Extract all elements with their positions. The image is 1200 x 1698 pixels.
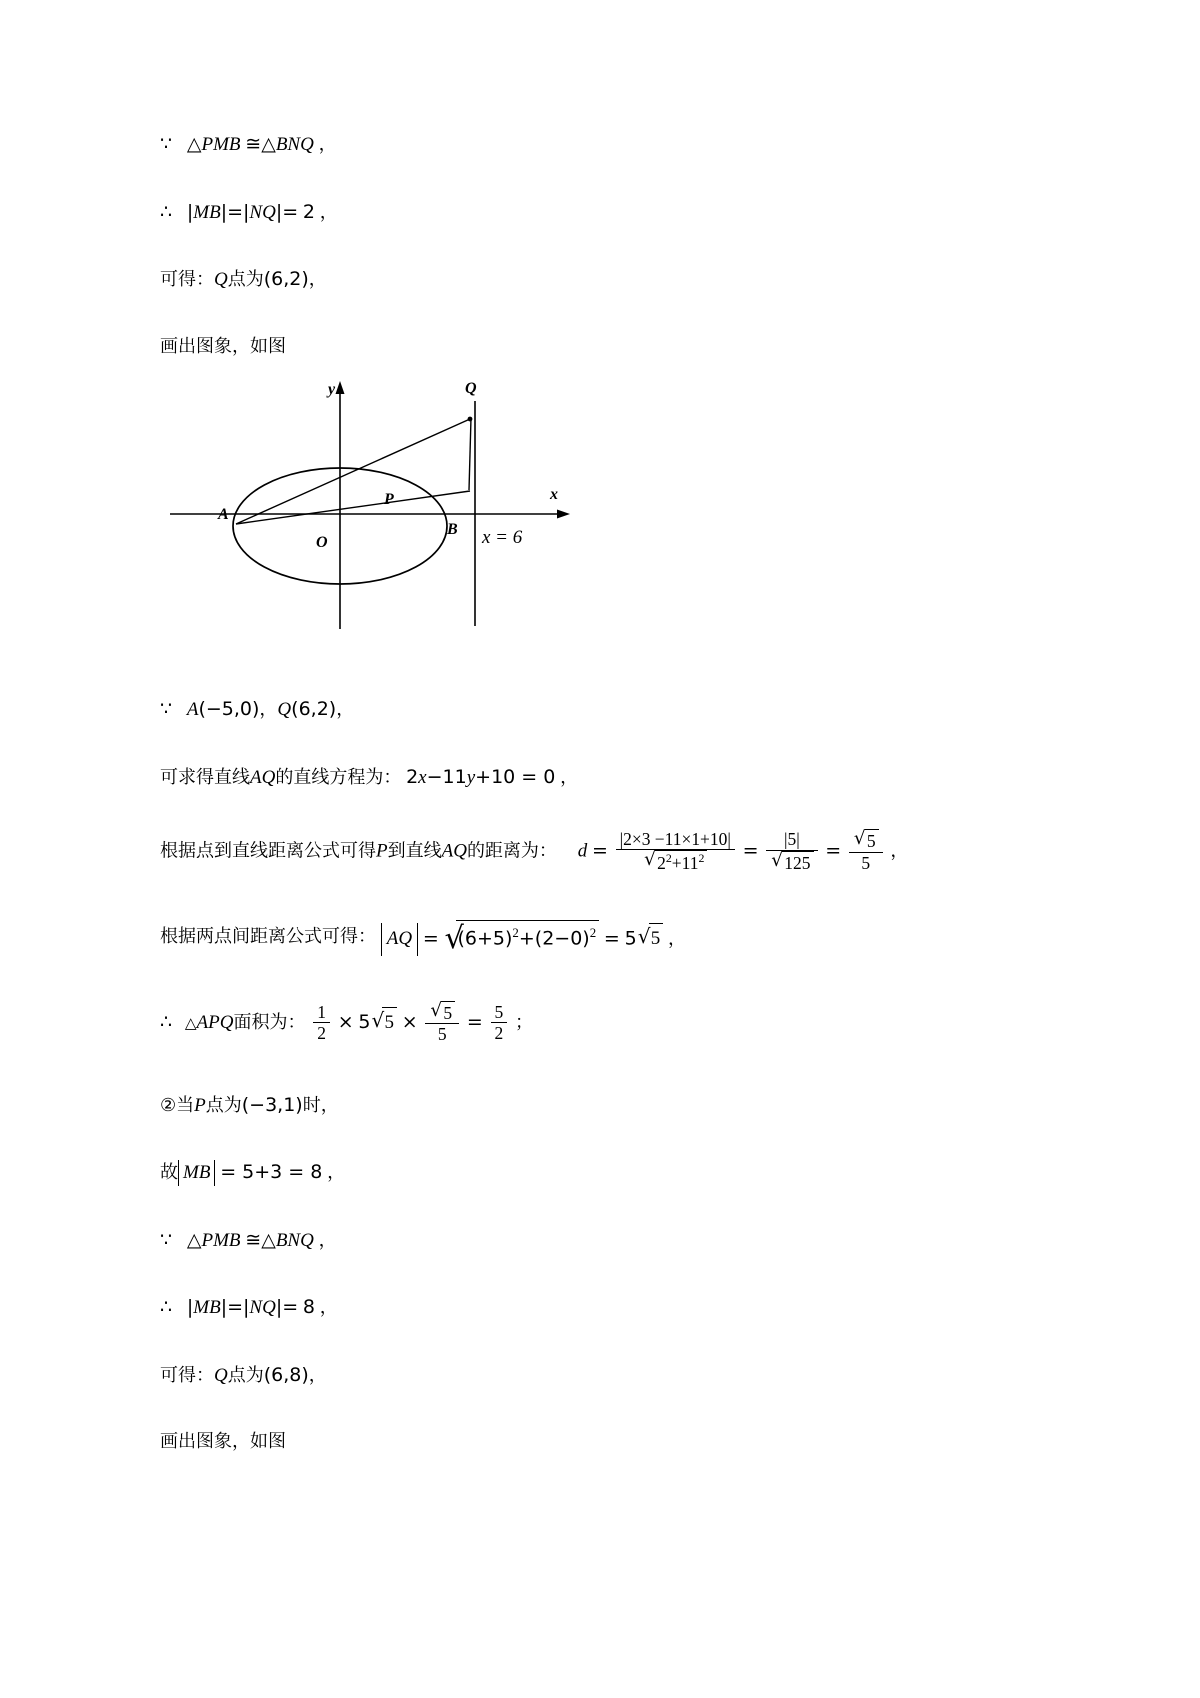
sqrt-5-a-radicand: 5	[382, 1007, 397, 1038]
distance-formula-mid: 到直线	[387, 840, 442, 862]
abs-equals-mid: |=|	[220, 200, 250, 223]
abs-equals-mid: |=|	[220, 1296, 250, 1319]
figure-svg	[160, 371, 680, 651]
point-q-label: Q	[465, 380, 477, 397]
equals-1: =	[591, 839, 608, 862]
comma: ，	[318, 1229, 337, 1251]
shi-suffix: 时，	[302, 1094, 339, 1116]
comma: ，	[319, 201, 338, 223]
den-plus-11: +11	[671, 852, 699, 873]
equals-sign: |=	[275, 200, 299, 223]
abs-mb	[178, 1160, 215, 1186]
y-axis-arrow	[336, 381, 345, 394]
x-axis-arrow	[557, 510, 570, 519]
label-a: A	[186, 699, 199, 720]
sqrt-5-radicand: 5	[865, 829, 879, 851]
label-pmb: PMB	[201, 134, 241, 155]
equals-2: =	[742, 839, 759, 862]
semicolon: ；	[515, 1011, 534, 1033]
label-nq: NQ	[249, 1297, 276, 1319]
label-aq: AQ	[250, 766, 276, 788]
fraction-1-denominator	[616, 850, 735, 873]
comma: ，	[318, 134, 337, 155]
text-line-7	[160, 830, 1060, 874]
text-line-10	[160, 1091, 1060, 1121]
x-axis-label: x	[550, 486, 558, 503]
term-2-exp: 2	[589, 925, 597, 941]
text-line-8	[160, 920, 1060, 956]
text-line-1	[160, 130, 1060, 160]
fraction-2-numerator: |5|	[766, 829, 817, 850]
coef-5: 5	[358, 1010, 371, 1033]
eqn-const: +10 = 0	[475, 765, 556, 788]
label-mb: MB	[183, 1162, 211, 1184]
distance-expression	[578, 830, 909, 874]
draw-graph-label: 画出图象，如图	[160, 1431, 286, 1453]
term-1: (6+5)	[457, 927, 513, 950]
text-line-14	[160, 1361, 1060, 1391]
area-expression	[310, 1002, 533, 1045]
mb-value: = 5+3 = 8	[220, 1161, 323, 1184]
abs-aq	[381, 923, 418, 955]
five-denominator: 5	[437, 1023, 447, 1044]
comma: ，	[667, 928, 686, 950]
document-content	[160, 130, 1060, 1495]
abs-bar-open: |	[186, 1296, 194, 1319]
triangle-symbol: △	[186, 1228, 202, 1251]
eqn-var-y: y	[466, 766, 476, 788]
a-coordinate: (−5,0)	[198, 698, 260, 720]
text-line-11	[160, 1158, 1060, 1188]
term-2: (2−0)	[534, 927, 590, 950]
fraction-result	[491, 1002, 508, 1043]
origin-label: O	[316, 534, 328, 551]
because-symbol: ∵	[160, 133, 173, 155]
sqrt-5-b-radicand: 5	[441, 1001, 455, 1023]
line-eq-mid: 的直线方程为：	[275, 766, 402, 788]
label-q: Q	[214, 269, 228, 290]
fraction-half	[313, 1002, 330, 1043]
sqrt-sum-radicand	[456, 920, 600, 954]
equals-3: =	[825, 839, 842, 862]
text-line-13	[160, 1293, 1060, 1323]
times-1: ×	[337, 1010, 354, 1033]
because-symbol: ∵	[160, 1228, 173, 1251]
half-denominator: 2	[317, 1022, 326, 1043]
sqrt-125-radicand: 125	[782, 851, 813, 873]
distance-formula-suffix: 的距离为：	[466, 840, 557, 862]
congruent-symbol: ≅	[245, 1228, 262, 1251]
value-8: 8	[302, 1296, 315, 1319]
eqn-coef-b: −11	[426, 765, 467, 788]
text-line-3	[160, 265, 1060, 295]
fraction-3-numerator	[849, 829, 883, 852]
var-d: d	[577, 840, 588, 862]
text-line-4	[160, 333, 1060, 362]
aq-length-expression	[381, 920, 686, 956]
p-coordinate: (−3,1)	[241, 1093, 303, 1116]
comma: ，	[890, 840, 909, 862]
text-line-12	[160, 1226, 1060, 1256]
fraction-3	[849, 829, 883, 872]
segment-bq-line	[469, 418, 471, 490]
sqrt-5-a	[371, 1007, 397, 1038]
sqrt-sum-squares	[445, 920, 600, 954]
label-nq: NQ	[249, 201, 276, 223]
den-exp-2: 2	[665, 851, 672, 866]
q-coordinate: (6,2)	[263, 268, 309, 290]
den-exp-2b: 2	[698, 851, 705, 866]
label-p: P	[376, 840, 388, 862]
sqrt-125	[771, 851, 813, 873]
therefore-symbol: ∴	[160, 1010, 173, 1033]
abs-bar-open: |	[186, 200, 194, 223]
comma-2: ，	[336, 699, 355, 720]
triangle-symbol-2: △	[261, 1228, 276, 1251]
times-2: ×	[401, 1010, 418, 1033]
point-b-label: B	[447, 521, 458, 538]
label-aq: AQ	[441, 840, 467, 862]
triangle-symbol: △	[186, 133, 202, 155]
comma: ，	[319, 1297, 338, 1319]
segment-aq	[236, 419, 470, 524]
comma: ，	[308, 1364, 327, 1386]
text-line-15	[160, 1428, 1060, 1457]
distance-formula-prefix: 根据点到直线距离公式可得	[160, 840, 376, 862]
label-q: Q	[277, 699, 292, 720]
q-coordinate: (6,2)	[291, 698, 337, 720]
sqrt-5	[854, 829, 879, 851]
label-bnq: BNQ	[275, 134, 314, 155]
dian-weishi: 点为	[227, 1364, 264, 1386]
area-label: 面积为：	[233, 1011, 306, 1033]
keide-prefix: 可得：	[160, 269, 214, 290]
triangle-symbol-2: △	[261, 133, 276, 155]
term-1-exp: 2	[512, 925, 519, 941]
comma: ，	[560, 766, 579, 788]
q-coordinate: (6,8)	[263, 1363, 309, 1386]
comma: ，	[327, 1162, 346, 1184]
point-p-label: P	[384, 491, 394, 508]
line-eq-prefix: 可求得直线	[160, 766, 250, 788]
sqrt5-numerator	[425, 1001, 459, 1024]
therefore-symbol: ∴	[160, 1296, 173, 1319]
eqn-var-x: x	[418, 766, 427, 788]
fraction-1-numerator: |2×3 −11×1+10|	[616, 829, 735, 850]
text-line-9	[160, 1002, 1060, 1045]
item-marker-2: ②当	[160, 1094, 195, 1116]
sqrt-radicand	[655, 850, 707, 873]
fraction-2-denominator	[766, 851, 817, 873]
sqrt-result-radicand: 5	[649, 923, 664, 954]
y-axis-label: y	[328, 381, 336, 398]
label-bnq: BNQ	[275, 1229, 314, 1251]
sqrt-5-b	[430, 1001, 455, 1023]
plus-sign: +	[518, 927, 535, 950]
label-pmb: PMB	[201, 1229, 241, 1251]
fraction-sqrt5-over-5	[425, 1001, 459, 1044]
value-2: 2	[302, 200, 315, 223]
result-coefficient: 5	[624, 927, 637, 950]
keide-prefix: 可得：	[160, 1364, 214, 1386]
equals: =	[466, 1010, 483, 1033]
equals-1: =	[422, 927, 439, 950]
label-q: Q	[214, 1364, 228, 1386]
dian-weishi: 点为	[227, 269, 264, 290]
two-point-distance-prefix: 根据两点间距离公式可得：	[160, 926, 376, 948]
comma-1: ，	[259, 699, 278, 720]
line-equation-label: x = 6	[482, 527, 523, 548]
fraction-1	[616, 829, 735, 873]
triangle-symbol: △	[184, 1013, 197, 1032]
comma: ，	[308, 269, 327, 290]
sqrt-denominator	[644, 850, 707, 873]
sqrt-result	[638, 923, 664, 954]
congruent-symbol: ≅	[245, 133, 262, 155]
eqn-coef-a: 2	[406, 765, 419, 788]
text-line-5	[160, 695, 1060, 725]
fraction-2	[766, 829, 817, 872]
text-line-6	[160, 763, 1060, 793]
equals-2: =	[603, 927, 620, 950]
label-p: P	[194, 1094, 206, 1116]
because-symbol: ∵	[160, 698, 173, 720]
therefore-symbol: ∴	[160, 200, 173, 223]
ellipse-figure	[160, 371, 1060, 651]
point-a-label: A	[218, 506, 229, 523]
point-q-dot	[468, 417, 473, 422]
label-mb: MB	[193, 201, 221, 223]
text-line-2	[160, 198, 1060, 228]
label-mb: MB	[193, 1297, 221, 1319]
draw-graph-label: 画出图象，如图	[160, 335, 286, 357]
label-aq: AQ	[386, 928, 413, 950]
label-apq: APQ	[196, 1011, 234, 1033]
equals-sign: |=	[275, 1296, 299, 1319]
result-denominator: 2	[494, 1022, 504, 1043]
dian-weishi: 点为	[205, 1094, 242, 1116]
result-numerator: 5	[491, 1002, 508, 1023]
den-base-2: 2	[657, 852, 666, 873]
fraction-3-denominator: 5	[861, 852, 871, 873]
gu-prefix: 故	[160, 1162, 178, 1184]
half-numerator: 1	[313, 1002, 330, 1023]
